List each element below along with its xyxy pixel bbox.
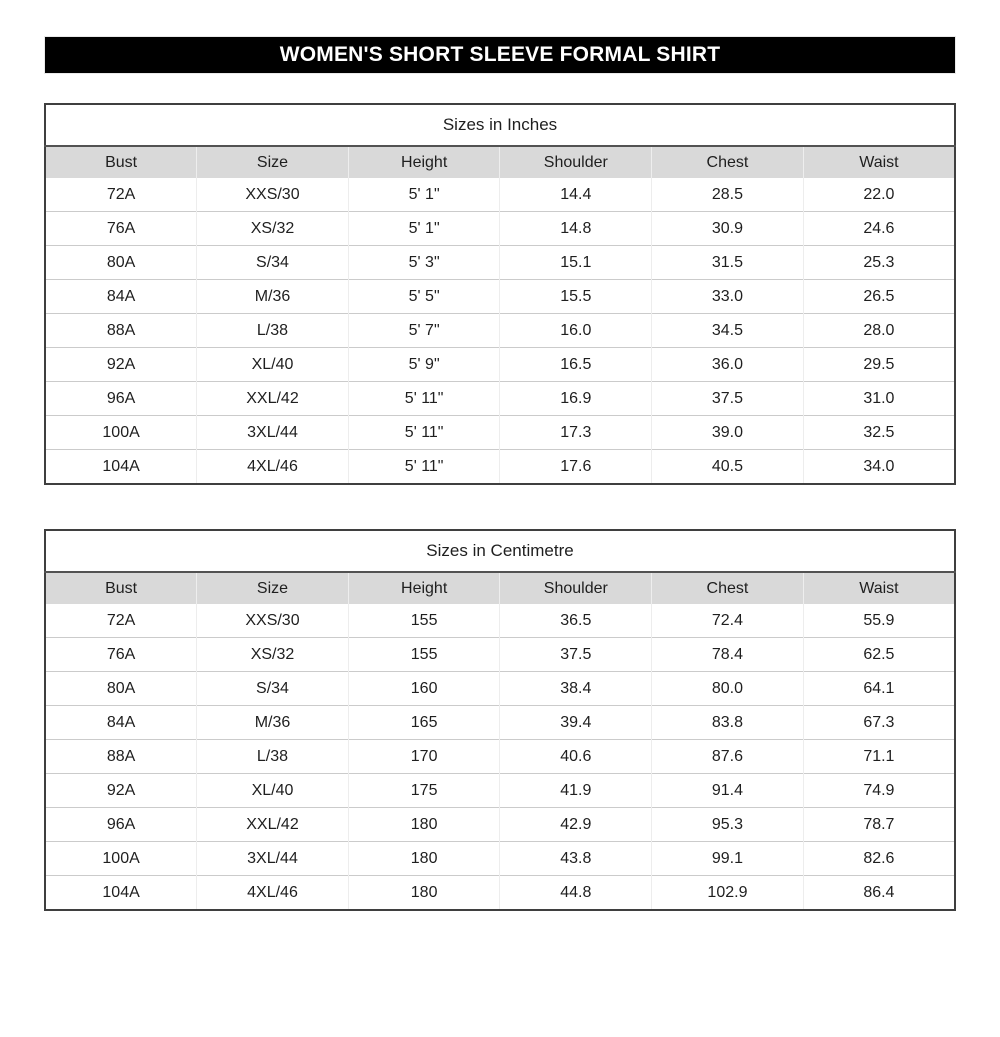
table-cell: 5' 1" bbox=[348, 212, 500, 246]
table-cell: 15.5 bbox=[500, 280, 652, 314]
table-cell: XXL/42 bbox=[197, 808, 349, 842]
table-body bbox=[45, 178, 955, 484]
table-cell: 5' 11" bbox=[348, 416, 500, 450]
table-header-row bbox=[45, 572, 955, 604]
table-cell: 99.1 bbox=[652, 842, 804, 876]
table-row bbox=[45, 314, 955, 348]
table-caption: Sizes in Centimetre bbox=[45, 530, 955, 572]
column-header-height: Height bbox=[348, 146, 500, 178]
table-cell: M/36 bbox=[197, 280, 349, 314]
table-cell: 16.5 bbox=[500, 348, 652, 382]
column-header-size: Size bbox=[197, 572, 349, 604]
table-cell: 91.4 bbox=[652, 774, 804, 808]
table-row bbox=[45, 246, 955, 280]
table-cell: 5' 9" bbox=[348, 348, 500, 382]
table-cell: XXS/30 bbox=[197, 604, 349, 638]
table-cell: 31.0 bbox=[803, 382, 955, 416]
table-cell: 40.5 bbox=[652, 450, 804, 485]
table-row bbox=[45, 416, 955, 450]
table-cell: 42.9 bbox=[500, 808, 652, 842]
table-cell: 17.6 bbox=[500, 450, 652, 485]
table-cell: 36.5 bbox=[500, 604, 652, 638]
table-cell: 39.4 bbox=[500, 706, 652, 740]
table-cell: 5' 7" bbox=[348, 314, 500, 348]
table-cell: 72.4 bbox=[652, 604, 804, 638]
column-header-chest: Chest bbox=[652, 146, 804, 178]
table-cell: 5' 3" bbox=[348, 246, 500, 280]
table-row bbox=[45, 638, 955, 672]
table-cell: 3XL/44 bbox=[197, 416, 349, 450]
table-cell: M/36 bbox=[197, 706, 349, 740]
table-row bbox=[45, 280, 955, 314]
title-bar bbox=[45, 37, 955, 73]
column-header-waist: Waist bbox=[803, 146, 955, 178]
table-row bbox=[45, 604, 955, 638]
sizes-in-inches-section bbox=[44, 103, 956, 485]
table-row bbox=[45, 808, 955, 842]
table-cell: 82.6 bbox=[803, 842, 955, 876]
table-cell: 55.9 bbox=[803, 604, 955, 638]
table-cell: 41.9 bbox=[500, 774, 652, 808]
column-header-chest: Chest bbox=[652, 572, 804, 604]
table-cell: 67.3 bbox=[803, 706, 955, 740]
table-header-row bbox=[45, 146, 955, 178]
table-cell: 71.1 bbox=[803, 740, 955, 774]
table-cell: 170 bbox=[348, 740, 500, 774]
table-cell: 3XL/44 bbox=[197, 842, 349, 876]
table-cell: 76A bbox=[45, 638, 197, 672]
table-caption-row bbox=[45, 530, 955, 572]
table-row bbox=[45, 740, 955, 774]
table-cell: 72A bbox=[106, 185, 136, 203]
table-cell: 33.0 bbox=[652, 280, 804, 314]
table-cell: 4XL/46 bbox=[197, 876, 349, 911]
table-row bbox=[45, 774, 955, 808]
table-cell: 22.0 bbox=[803, 178, 955, 212]
table-cell: S/34 bbox=[197, 246, 349, 280]
table-cell: 37.5 bbox=[652, 382, 804, 416]
column-header-shoulder: Shoulder bbox=[500, 572, 652, 604]
table-cell: XS/32 bbox=[197, 212, 349, 246]
sizes-in-inches-table bbox=[44, 103, 956, 485]
table-cell: 88A bbox=[45, 314, 197, 348]
table-cell: 16.0 bbox=[500, 314, 652, 348]
table-cell: 38.4 bbox=[500, 672, 652, 706]
table-cell: L/38 bbox=[197, 740, 349, 774]
table-cell: 78.7 bbox=[803, 808, 955, 842]
table-cell: 34.5 bbox=[652, 314, 804, 348]
table-row bbox=[45, 178, 955, 212]
table-cell: 25.3 bbox=[803, 246, 955, 280]
column-header-size: Size bbox=[197, 146, 349, 178]
table-row bbox=[45, 876, 955, 911]
table-cell: 155 bbox=[348, 638, 500, 672]
table-cell: 180 bbox=[348, 808, 500, 842]
table-cell: 92A bbox=[45, 348, 197, 382]
table-cell: 28.5 bbox=[652, 178, 804, 212]
table-cell: 74.9 bbox=[803, 774, 955, 808]
table-row bbox=[45, 706, 955, 740]
column-header-height: Height bbox=[348, 572, 500, 604]
table-cell: 88A bbox=[45, 740, 197, 774]
table-cell: 84A bbox=[45, 706, 197, 740]
table-cell: 100A bbox=[45, 842, 197, 876]
table-cell: 32.5 bbox=[803, 416, 955, 450]
table-row bbox=[45, 212, 955, 246]
table-cell: 175 bbox=[348, 774, 500, 808]
table-cell: 5' 11" bbox=[348, 450, 500, 485]
table-cell: 36.0 bbox=[652, 348, 804, 382]
table-cell: 24.6 bbox=[803, 212, 955, 246]
table-cell: 92A bbox=[45, 774, 197, 808]
table-cell: 5' 11" bbox=[348, 382, 500, 416]
table-cell: L/38 bbox=[197, 314, 349, 348]
table-row bbox=[45, 450, 955, 485]
table-caption-row bbox=[45, 104, 955, 146]
table-cell: 80A bbox=[45, 672, 197, 706]
table-cell: 30.9 bbox=[652, 212, 804, 246]
table-cell: 86.4 bbox=[803, 876, 955, 911]
table-cell: 40.6 bbox=[500, 740, 652, 774]
table-row bbox=[45, 348, 955, 382]
table-cell: XL/40 bbox=[197, 348, 349, 382]
table-cell: 34.0 bbox=[803, 450, 955, 485]
table-cell: 78.4 bbox=[652, 638, 804, 672]
table-cell: 96A bbox=[45, 382, 197, 416]
table-cell: 15.1 bbox=[500, 246, 652, 280]
table-cell: 28.0 bbox=[803, 314, 955, 348]
table-cell: S/34 bbox=[197, 672, 349, 706]
table-cell: 104A bbox=[45, 876, 197, 911]
table-cell: 76A bbox=[45, 212, 197, 246]
table-cell: 83.8 bbox=[652, 706, 804, 740]
table-cell: 31.5 bbox=[652, 246, 804, 280]
table-cell: XL/40 bbox=[197, 774, 349, 808]
page-title: WOMEN'S SHORT SLEEVE FORMAL SHIRT bbox=[279, 43, 721, 66]
table-cell: 100A bbox=[45, 416, 197, 450]
table-cell: 80A bbox=[45, 246, 197, 280]
table-cell: 102.9 bbox=[652, 876, 804, 911]
column-header-bust: Bust bbox=[45, 572, 197, 604]
table-cell: XS/32 bbox=[197, 638, 349, 672]
table-cell: 64.1 bbox=[803, 672, 955, 706]
table-caption: Sizes in Inches bbox=[45, 104, 955, 146]
table-cell: 5' 1" bbox=[348, 178, 500, 212]
table-cell: 17.3 bbox=[500, 416, 652, 450]
column-header-bust: Bust bbox=[45, 146, 197, 178]
table-cell: 16.9 bbox=[500, 382, 652, 416]
table-row bbox=[45, 672, 955, 706]
table-cell: 87.6 bbox=[652, 740, 804, 774]
sizes-in-centimetre-section bbox=[44, 529, 956, 911]
table-cell: 44.8 bbox=[500, 876, 652, 911]
table-cell: 95.3 bbox=[652, 808, 804, 842]
table-cell: 84A bbox=[45, 280, 197, 314]
table-cell: 180 bbox=[348, 842, 500, 876]
table-cell: XXS/30 bbox=[197, 178, 349, 212]
table-cell: 26.5 bbox=[803, 280, 955, 314]
table-row bbox=[45, 382, 955, 416]
table-body bbox=[45, 604, 955, 910]
table-cell: 5' 5" bbox=[348, 280, 500, 314]
table-cell: 62.5 bbox=[803, 638, 955, 672]
table-cell: 180 bbox=[348, 876, 500, 911]
table-cell: 72A bbox=[106, 611, 136, 629]
table-cell: 104A bbox=[45, 450, 197, 485]
sizes-in-centimetre-table bbox=[44, 529, 956, 911]
table-cell: 96A bbox=[45, 808, 197, 842]
table-cell: 37.5 bbox=[500, 638, 652, 672]
column-header-waist: Waist bbox=[803, 572, 955, 604]
table-cell: 14.8 bbox=[500, 212, 652, 246]
table-cell: 80.0 bbox=[652, 672, 804, 706]
table-cell: 29.5 bbox=[803, 348, 955, 382]
table-cell: 43.8 bbox=[500, 842, 652, 876]
table-cell: 39.0 bbox=[652, 416, 804, 450]
table-row bbox=[45, 842, 955, 876]
table-cell: XXL/42 bbox=[197, 382, 349, 416]
table-cell: 4XL/46 bbox=[197, 450, 349, 485]
table-cell: 165 bbox=[348, 706, 500, 740]
table-cell: 14.4 bbox=[500, 178, 652, 212]
column-header-shoulder: Shoulder bbox=[500, 146, 652, 178]
table-cell: 155 bbox=[348, 604, 500, 638]
table-cell: 160 bbox=[348, 672, 500, 706]
